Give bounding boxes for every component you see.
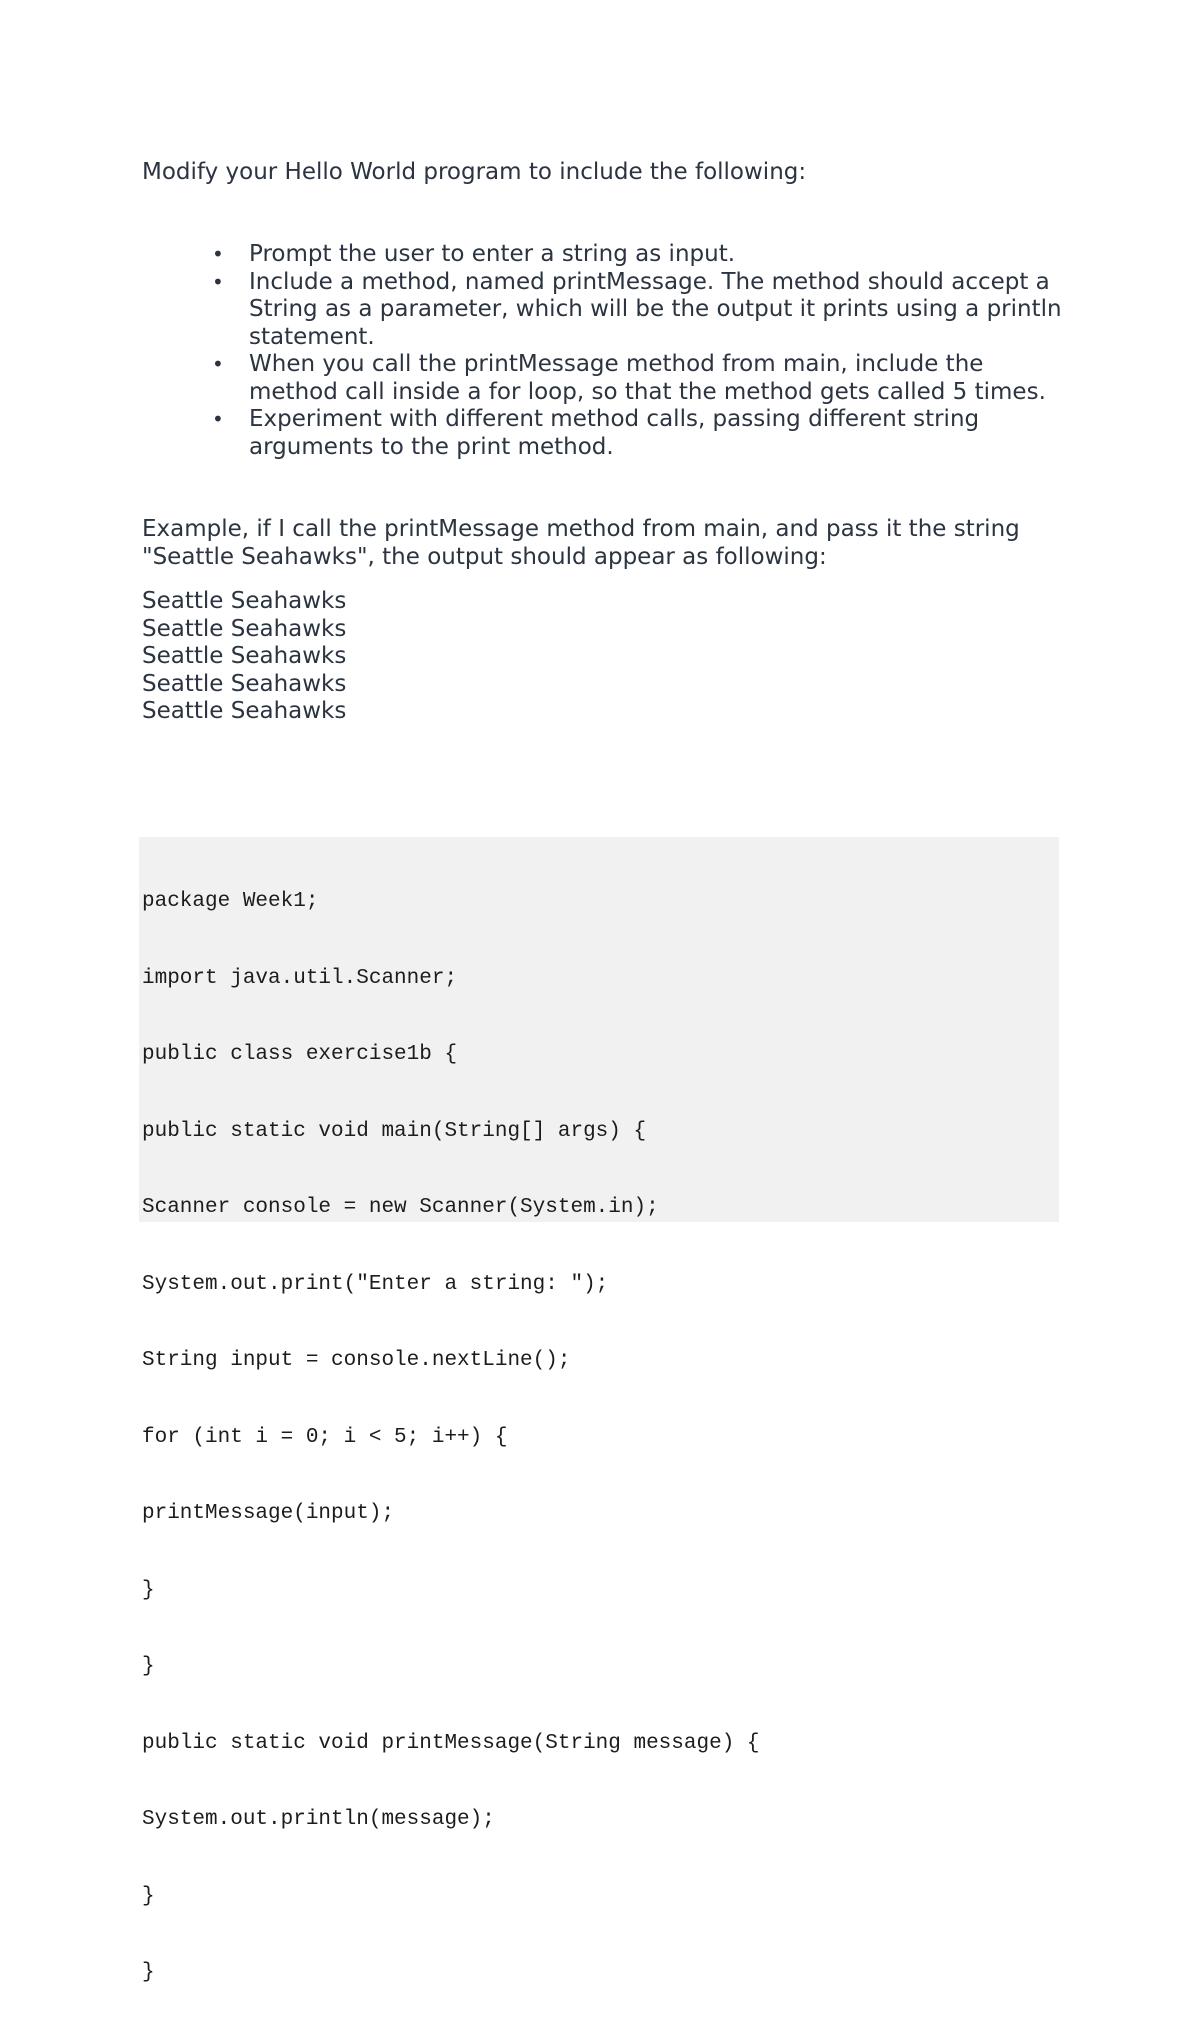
bullet-icon: • — [212, 352, 224, 376]
list-item-text: Include a method, named printMessage. The method should accept a String as a parameter, which will be the output it prints using a println statement. — [249, 268, 1062, 350]
code-line: } — [142, 1578, 155, 1602]
code-line: } — [142, 1884, 155, 1908]
list-item — [142, 241, 1072, 269]
output-line: Seattle Seahawks — [142, 670, 347, 697]
output-line: Seattle Seahawks — [142, 615, 347, 642]
example-paragraph: Example, if I call the printMessage method from main, and pass it the string "Seattle Seahawks", the output should appear as following: — [142, 516, 1020, 570]
list-item — [142, 351, 1072, 406]
bullet-icon: • — [212, 407, 224, 431]
code-line: } — [142, 1961, 155, 1984]
sample-output — [142, 588, 346, 726]
bullet-icon: • — [212, 242, 224, 266]
requirements-list — [142, 241, 1072, 461]
output-line: Seattle Seahawks — [142, 643, 347, 669]
code-line: String input = console.nextLine(); — [142, 1349, 571, 1372]
code-line: public static void main(String[] args) { — [142, 1119, 647, 1143]
code-line: Scanner console = new Scanner(System.in); — [142, 1196, 659, 1219]
list-item — [142, 269, 1072, 352]
list-item-text: Experiment with different method calls, passing different string arguments to the print method. — [249, 406, 980, 460]
code-block — [139, 837, 1059, 1984]
list-item — [142, 406, 1072, 461]
code-line: public class exercise1b { — [142, 1043, 458, 1066]
list-item-text: When you call the printMessage method from main, include the method call inside a for loop, so that the method gets called 5 times. — [249, 351, 1046, 405]
output-line: Seattle Seahawks — [142, 698, 347, 724]
code-lines — [142, 838, 760, 2037]
code-line: System.out.print("Enter a string: "); — [142, 1272, 609, 1296]
list-item-text: Prompt the user to enter a string as input. — [249, 241, 736, 267]
code-line: for (int i = 0; i < 5; i++) { — [142, 1425, 508, 1449]
intro-text: Modify your Hello World program to include the following: — [142, 159, 807, 185]
output-line: Seattle Seahawks — [142, 588, 347, 614]
code-line: import java.util.Scanner; — [142, 966, 458, 990]
code-line: System.out.println(message); — [142, 1808, 495, 1831]
code-line: } — [142, 1655, 155, 1678]
bullet-icon: • — [212, 269, 224, 294]
code-line: package Week1; — [142, 890, 319, 913]
code-line: public static void printMessage(String message) { — [142, 1731, 760, 1755]
code-line: printMessage(input); — [142, 1502, 395, 1525]
